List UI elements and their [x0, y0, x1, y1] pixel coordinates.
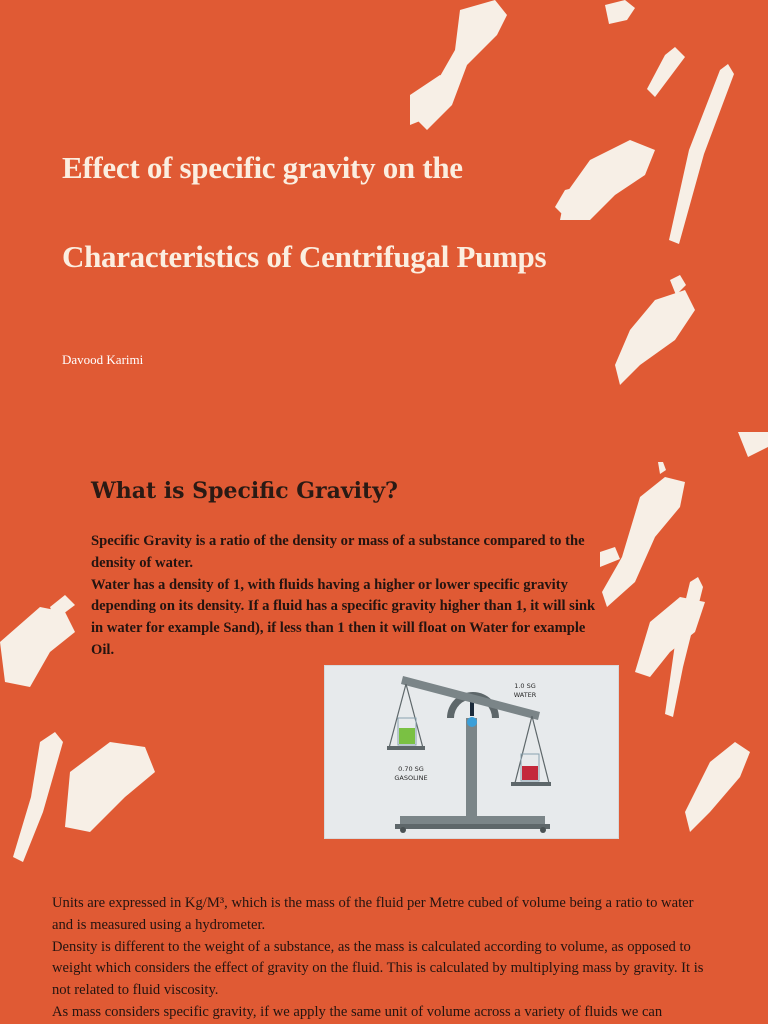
body-paragraph: Units are expressed in Kg/M³, which is the mass of the fluid per Metre cubed of volume being a ratio to water and is measured using a hydrometer.	[52, 895, 694, 933]
title-line-2: Characteristics of Centrifugal Pumps	[62, 239, 547, 274]
specific-gravity-slide	[0, 432, 768, 866]
body-paragraph: Density is different to the weight of a substance, as the mass is calculated according to volume, as opposed to weight which considers the effect of gravity on the fluid. This is calculated by multiplying mass by gravity. It is not related to fluid viscosity.	[52, 938, 704, 999]
author-name: Davood Karimi	[62, 352, 144, 367]
body-paragraph: Specific Gravity is a ratio of the density or mass of a substance compared to the density of water.	[91, 533, 585, 571]
water-sg-label: 1.0 SG	[514, 682, 536, 690]
section-heading: What is Specific Gravity?	[91, 478, 398, 504]
body-paragraph: As mass considers specific gravity, if we apply the same unit of volume across a variety of fluids we can	[52, 1003, 663, 1020]
gasoline-label: GASOLINE	[394, 774, 428, 782]
water-label: WATER	[513, 691, 537, 699]
title-slide	[0, 0, 768, 432]
units-slide	[0, 866, 768, 1024]
gasoline-sg-label: 0.70 SG	[398, 765, 424, 773]
title-line-1: Effect of specific gravity on the	[62, 150, 463, 185]
body-paragraph: Water has a density of 1, with fluids having a higher or lower specific gravity depending on its density. If a fluid has a specific gravity higher than 1, it will sink in water for example Sand), if less than 1 then it will float on Water for example Oil.	[91, 576, 596, 658]
balance-scale-illustration	[324, 665, 619, 839]
section-body	[91, 531, 601, 662]
brush-strokes-decoration	[400, 0, 768, 432]
units-body	[52, 893, 717, 1024]
